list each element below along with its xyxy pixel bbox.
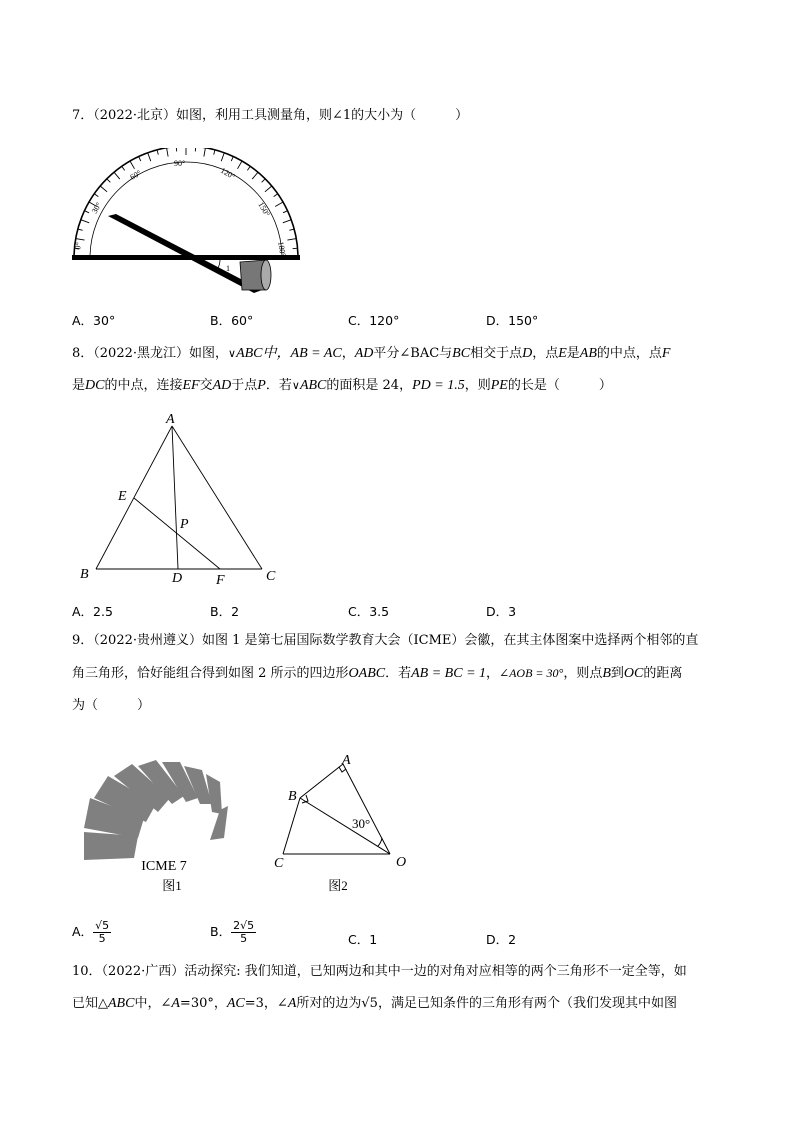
deg-30: 30° — [89, 200, 104, 215]
protractor-tick — [252, 172, 258, 179]
q9-option-a[interactable]: A． $\frac{√5}{5}$ — [72, 919, 110, 945]
label-E: E — [118, 489, 127, 504]
protractor-tick — [231, 156, 233, 161]
protractor-tick — [100, 186, 107, 192]
protractor-tick — [275, 202, 283, 207]
fig2-label: 图2 — [328, 878, 348, 893]
protractor-tick — [247, 166, 250, 170]
q7-option-d[interactable]: D．150° — [486, 313, 539, 328]
protractor-tick — [157, 150, 158, 155]
q8-stem-line2: 是DC的中点，连接EF交AD于点P．若∨ABC的面积是 24，PD = 1.5，则PE的长是（ ） — [72, 378, 612, 393]
q10-stem-line1: 10．（2022·广西）活动探究: 我们知道，已知两边和其中一边的对角对应相等的两个三角形不一定全等，如 — [72, 964, 687, 979]
protractor-tick — [238, 161, 243, 169]
q8-option-a[interactable]: A．2.5 — [72, 604, 113, 619]
protractor-tick — [283, 220, 291, 223]
label-B: B — [80, 567, 89, 582]
deg-120: 120° — [219, 165, 237, 182]
deg-0: 0° — [73, 241, 84, 251]
label-F: F — [216, 573, 225, 586]
fig2-label-A: A — [342, 753, 351, 768]
q9-option-b-frac: $\frac{2√5}{5}$ — [233, 919, 255, 945]
q8-option-c[interactable]: C．3.5 — [348, 604, 390, 619]
protractor-figure — [70, 148, 302, 296]
protractor-tick — [107, 179, 111, 183]
q7-stem: 7．（2022·北京）如图，利用工具测量角，则∠1的大小为（ ） — [72, 108, 469, 123]
triangle-abc-figure — [76, 410, 286, 586]
protractor-tick — [81, 220, 89, 223]
protractor-tick — [76, 239, 85, 241]
fig1-label: 图1 — [162, 878, 182, 893]
q9-option-b[interactable]: B． $\frac{2√5}{5}$ — [210, 919, 255, 945]
icme-logo-figure — [80, 758, 240, 898]
fig2-label-O: O — [396, 855, 407, 870]
protractor-tick — [265, 186, 272, 192]
q9-option-c[interactable]: C．1 — [348, 932, 378, 947]
protractor-tick — [114, 172, 120, 179]
protractor-tick — [262, 179, 266, 183]
protractor-tick — [283, 211, 288, 213]
q10-stem-line2: 已知△ABC中，∠A=30°，AC=3，∠A所对的边为√5，满足已知条件的三角形有两个（我们发现其中如图 — [72, 996, 677, 1011]
protractor-tick — [94, 194, 98, 197]
q9-stem-line2: 角三角形，恰好能组合得到如图 2 所示的四边形OABC．若AB = BC = 1，∠AOB = 30°，则点B到OC的距离 — [72, 666, 683, 681]
q7-option-c[interactable]: C．120° — [348, 313, 400, 328]
label-A: A — [166, 412, 175, 427]
label-C: C — [266, 569, 276, 584]
q9-stem-line3: 为（ ） — [72, 698, 151, 713]
protractor-tick — [130, 161, 135, 169]
fig2-label-C: C — [274, 856, 284, 871]
q8-stem-line1: 8．（2022·黑龙江）如图，∨ABC中，AB = AC，AD平分∠BAC与BC相交于点D，点E是AB的中点，点F — [72, 346, 671, 361]
q8-option-b[interactable]: B．2 — [210, 604, 240, 619]
label-D: D — [172, 571, 183, 586]
deg-90: 90° — [174, 159, 186, 168]
protractor-tick — [204, 148, 206, 157]
protractor-tick — [287, 239, 296, 241]
fig2-label-B: B — [288, 789, 297, 804]
q7-option-b[interactable]: B．60° — [210, 313, 254, 328]
deg-60: 60° — [128, 168, 143, 182]
deg-180: 180° — [276, 240, 288, 258]
protractor-tick — [139, 156, 141, 161]
protractor-tick — [122, 166, 125, 170]
label-P: P — [180, 517, 189, 532]
protractor-tick — [167, 148, 169, 157]
protractor-tick — [78, 229, 83, 230]
fig2-angle-label: 30° — [352, 816, 371, 831]
q8-option-d[interactable]: D．3 — [486, 604, 517, 619]
q9-option-a-frac: $\frac{√5}{5}$ — [95, 919, 110, 945]
angle-1-label: 1 — [226, 264, 230, 273]
protractor-tick — [214, 150, 215, 155]
icme-caption: ICME 7 — [141, 859, 187, 874]
q9-option-d[interactable]: D．2 — [486, 932, 517, 947]
quadrilateral-oabc-figure — [268, 752, 418, 897]
protractor-tick — [274, 194, 278, 197]
protractor-tick — [289, 229, 294, 230]
protractor-tick — [221, 153, 224, 161]
protractor-tick — [84, 211, 89, 213]
deg-150: 150° — [256, 200, 272, 219]
q7-option-a[interactable]: A．30° — [72, 313, 116, 328]
q9-stem-line1: 9．（2022·贵州遵义）如图 1 是第七届国际数学教育大会（ICME）会徽，在其主体图案中选择两个相邻的直 — [72, 633, 699, 648]
protractor-tick — [148, 153, 151, 161]
